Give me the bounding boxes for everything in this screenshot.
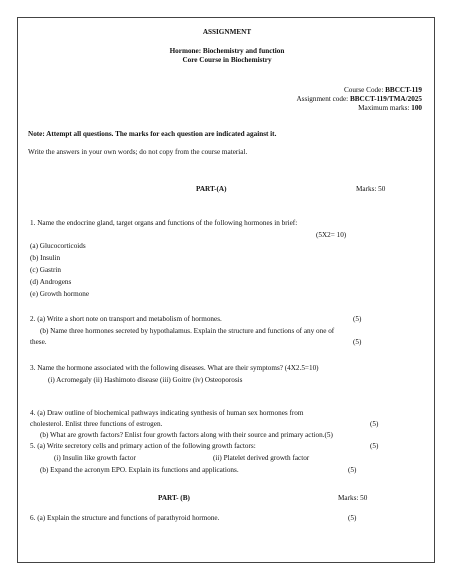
- q2b-cont: these.: [30, 338, 47, 346]
- note-text: Note: Attempt all questions. The marks for each question are indicated against it.: [28, 130, 277, 138]
- document-page: [17, 17, 435, 563]
- assignment-code-line: Assignment code: BBCCT-119/TMA/2025: [296, 95, 422, 103]
- q5-item-i: (i) Insulin like growth factor: [54, 454, 136, 462]
- q5b-text: (b) Expand the acronym EPO. Explain its functions and applications.: [40, 466, 239, 474]
- q3-items: (i) Acromegaly (ii) Hashimoto disease (iii) Goitre (iv) Osteoporosis: [48, 376, 243, 384]
- q4a-text: 4. (a) Draw outline of biochemical pathways indicating synthesis of human sex hormones from: [30, 409, 304, 417]
- q4a-cont: cholesterol. Enlist three functions of estrogen.: [30, 420, 163, 428]
- q3-text: 3. Name the hormone associated with the following diseases. What are their symptoms? (4X2.5=10): [30, 364, 319, 372]
- q1-text: 1. Name the endocrine gland, target organs and functions of the following hormones in brief:: [30, 219, 298, 227]
- q2a-text: 2. (a) Write a short note on transport and metabolism of hormones.: [30, 315, 222, 323]
- max-marks-line: Maximum marks: 100: [358, 104, 422, 112]
- assignment-code: BBCCT-119/TMA/2025: [349, 95, 422, 103]
- q1-marks: (5X2= 10): [316, 231, 347, 239]
- q1-item: (c) Gastrin: [30, 266, 61, 274]
- q4b-text: (b) What are growth factors? Enlist four growth factors along with their source and primary action.(5): [40, 431, 333, 439]
- document-subtitle: Hormone: Biochemistry and function: [169, 47, 285, 55]
- q5a-text: 5. (a) Write secretory cells and primary action of the following growth factors:: [30, 442, 256, 450]
- q2b-marks: (5): [353, 338, 362, 346]
- instruction-text: Write the answers in your own words; do not copy from the course material.: [28, 148, 248, 156]
- q4a-marks: (5): [370, 420, 379, 428]
- q6a-marks: (5): [348, 514, 357, 522]
- part-b-marks: Marks: 50: [338, 494, 368, 502]
- part-b-title: PART- (B): [158, 494, 190, 502]
- document-title: ASSIGNMENT: [202, 28, 252, 36]
- course-code: BBCCT-119: [385, 86, 422, 94]
- part-a-title: PART-(A): [196, 185, 227, 193]
- q1-item: (b) Insulin: [30, 254, 61, 262]
- q2b-text: (b) Name three hormones secreted by hypothalamus. Explain the structure and functions of any one of: [40, 327, 335, 335]
- q5a-marks: (5): [370, 442, 379, 450]
- q2a-marks: (5): [353, 315, 362, 323]
- q5b-marks: (5): [348, 466, 357, 474]
- part-a-marks: Marks: 50: [356, 185, 386, 193]
- max-marks: 100: [411, 104, 422, 112]
- q6a-text: 6. (a) Explain the structure and functions of parathyroid hormone.: [30, 514, 220, 522]
- q5-item-ii: (ii) Platelet derived growth factor: [213, 454, 310, 462]
- course-subtitle: Core Course in Biochemistry: [182, 56, 272, 64]
- q1-item: (e) Growth hormone: [30, 290, 90, 298]
- q1-item: (a) Glucocorticoids: [30, 242, 86, 250]
- course-code-line: Course Code: BBCCT-119: [343, 86, 422, 94]
- q1-item: (d) Androgens: [30, 278, 72, 286]
